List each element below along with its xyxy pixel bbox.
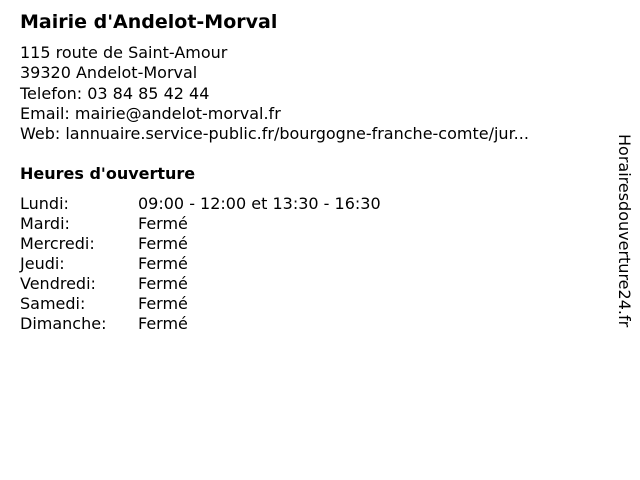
day-label: Jeudi: (20, 254, 65, 273)
time-value: Fermé (138, 234, 188, 253)
day-label: Vendredi: (20, 274, 96, 293)
time-value: Fermé (138, 274, 188, 293)
time-value: Fermé (138, 254, 188, 273)
day-label: Samedi: (20, 294, 86, 313)
day-label: Mardi: (20, 214, 70, 233)
day-label: Dimanche: (20, 314, 107, 333)
hours-heading: Heures d'ouverture (20, 164, 196, 183)
day-label: Mercredi: (20, 234, 95, 253)
site-watermark: Horairesdouverture24.fr (615, 134, 634, 328)
address-street: 115 route de Saint-Amour (20, 43, 228, 62)
web-line: Web: lannuaire.service-public.fr/bourgogne-franche-comte/jur... (20, 124, 529, 144)
address-block (20, 43, 529, 144)
time-value: Fermé (138, 314, 188, 333)
time-value: Fermé (138, 214, 188, 233)
phone-line: Telefon: 03 84 85 42 44 (20, 83, 210, 103)
time-value: 09:00 - 12:00 et 13:30 - 16:30 (138, 194, 381, 213)
address-city: 39320 Andelot-Morval (20, 63, 198, 83)
page-title: Mairie d'Andelot-Morval (20, 11, 278, 33)
email-line: Email: mairie@andelot-morval.fr (20, 103, 281, 123)
time-value: Fermé (138, 294, 188, 313)
day-label: Lundi: (20, 194, 69, 213)
